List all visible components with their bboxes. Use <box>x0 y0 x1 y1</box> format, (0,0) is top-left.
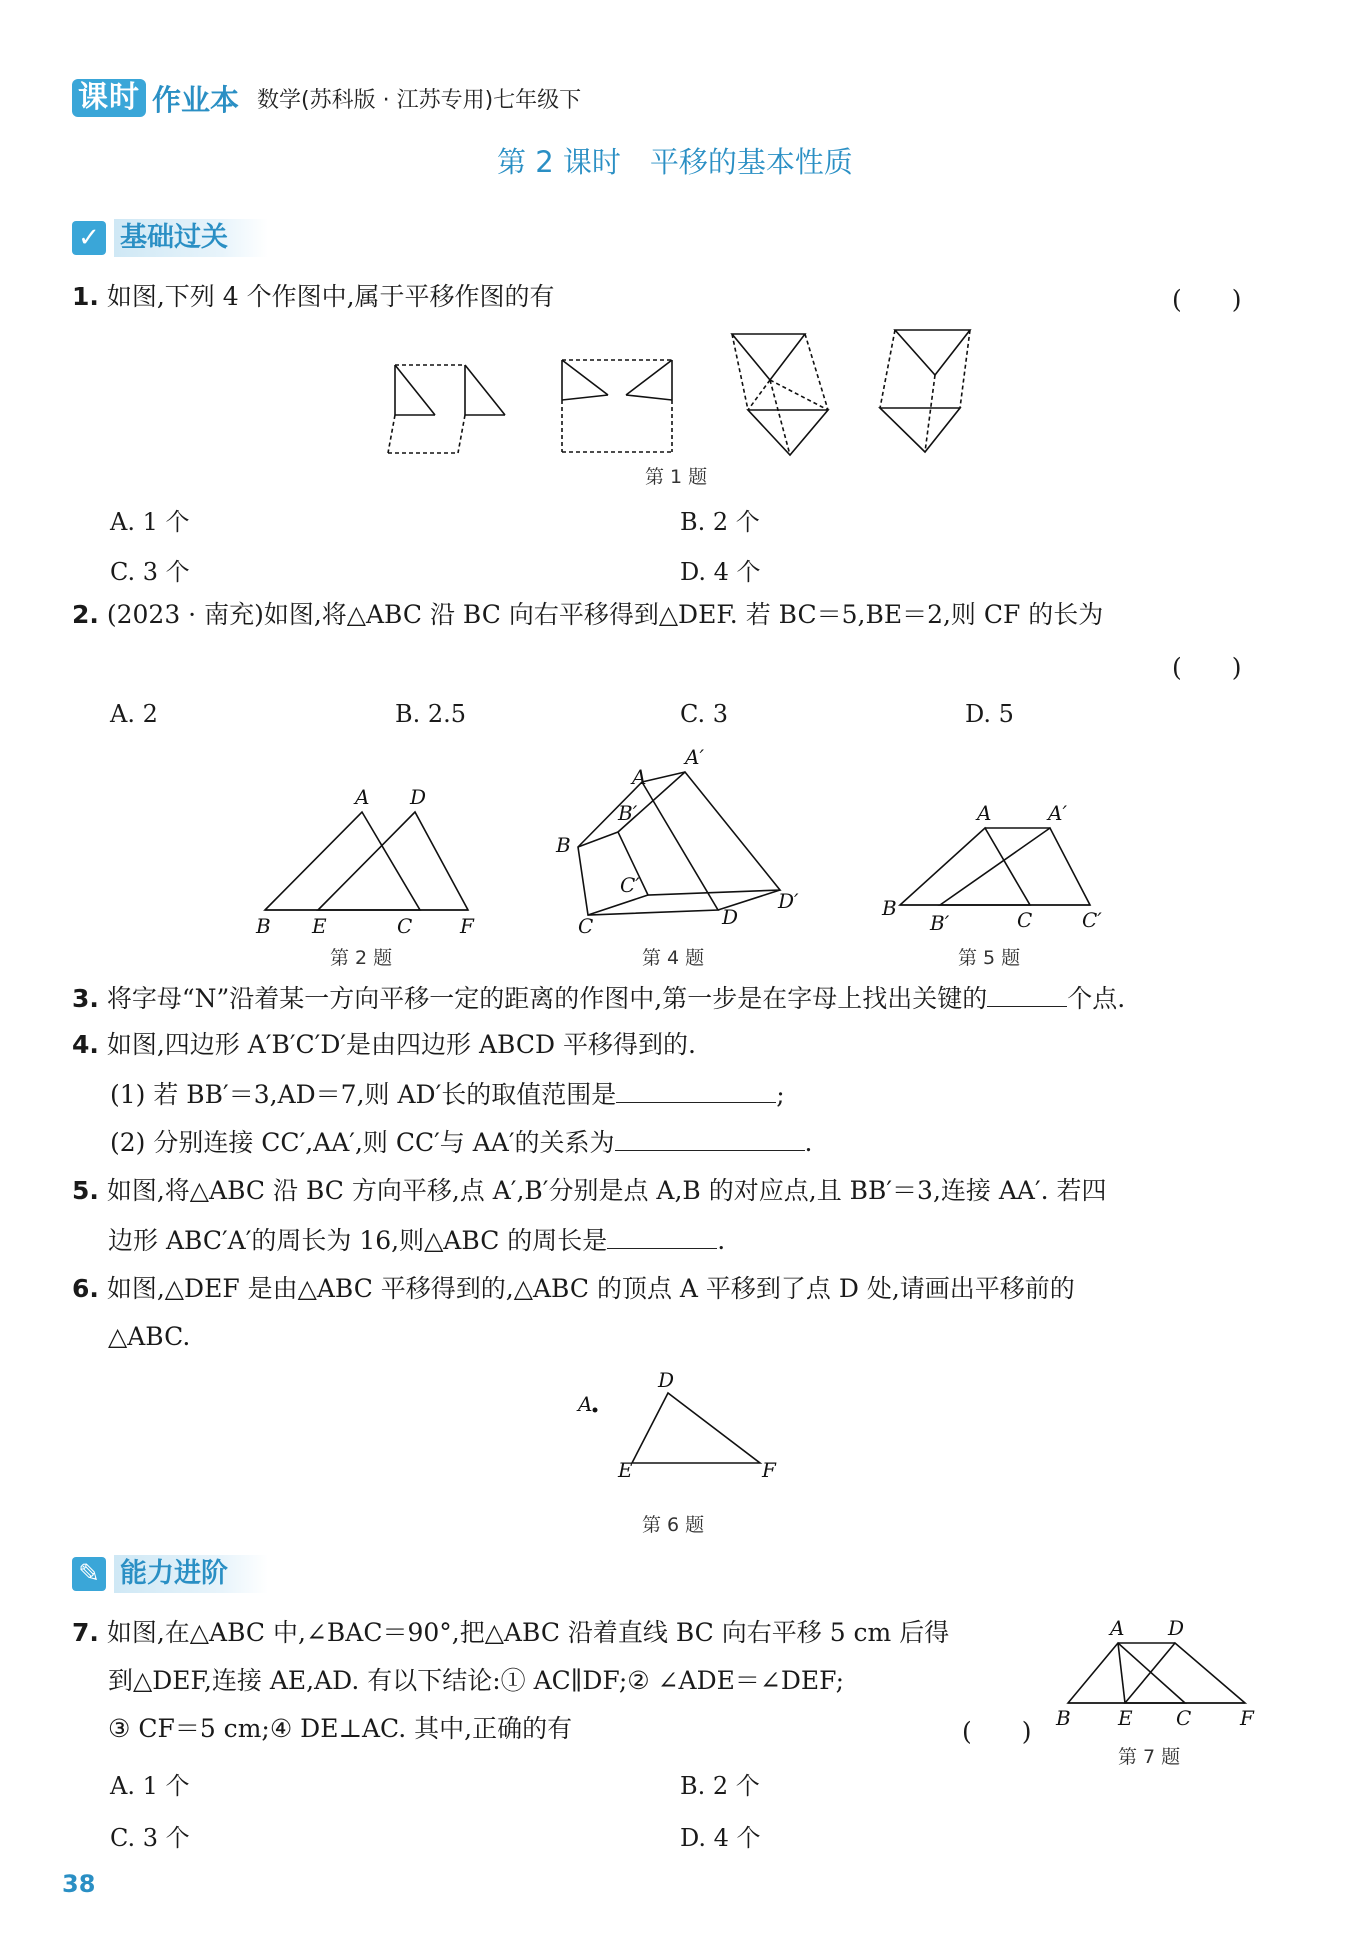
q1-fig-d <box>880 330 970 452</box>
checkbox-icon: ✓ <box>72 221 106 255</box>
fig5-caption: 第 5 题 <box>958 947 1021 969</box>
q5-text-end: . <box>717 1226 726 1255</box>
fig2-label-a: A <box>355 785 370 809</box>
q2-stem <box>72 598 1103 632</box>
q4-sub1 <box>110 1076 785 1112</box>
lesson-title: 第 2 课时 平移的基本性质 <box>497 145 853 179</box>
fig2-caption: 第 2 题 <box>330 947 393 969</box>
fig4-label-a: A <box>632 765 647 789</box>
q4-sub2 <box>110 1124 812 1160</box>
q7-label-a: A <box>1110 1616 1125 1640</box>
q6-label-e: E <box>618 1458 633 1482</box>
q6-label-d: D <box>658 1368 675 1392</box>
fig4-label-c: C <box>578 914 594 938</box>
logo: 课时 <box>72 79 146 117</box>
header-brand <box>72 78 581 118</box>
q7-label-c: C <box>1176 1706 1192 1730</box>
fig5-label-c: C <box>1017 908 1033 932</box>
q6-number: 6. <box>72 1274 99 1303</box>
fig5-label-a: A <box>977 801 992 825</box>
q7-label-b: B <box>1056 1706 1071 1730</box>
pencil-icon: ✎ <box>72 1557 106 1591</box>
q7-number: 7. <box>72 1618 99 1647</box>
q5-blank[interactable] <box>607 1222 717 1249</box>
q7-figure <box>1050 1615 1265 1735</box>
section-basic <box>72 218 268 258</box>
q6-label-f: F <box>762 1458 776 1482</box>
fig5-label-a1: A′ <box>1048 801 1067 825</box>
q6-figure <box>570 1365 800 1485</box>
q5-text-2: 边形 ABC′A′的周长为 16,则△ABC 的周长是 <box>108 1226 608 1255</box>
q4-sub1-text: (1) 若 BB′＝3,AD＝7,则 AD′长的取值范围是 <box>110 1080 617 1109</box>
section-advanced-label: 能力进阶 <box>114 1555 268 1593</box>
q1-fig-b <box>562 360 672 452</box>
q2-answer-paren: ( ) <box>1172 653 1242 682</box>
page-number: 38 <box>62 1870 96 1898</box>
section-advanced <box>72 1554 268 1594</box>
q6-label-a: A <box>578 1392 593 1416</box>
q6-caption: 第 6 题 <box>642 1514 705 1536</box>
fig2-label-d: D <box>410 785 427 809</box>
q7-label-f: F <box>1240 1706 1254 1730</box>
fig2-label-b: B <box>256 914 271 938</box>
fig4-label-b1: B′ <box>618 801 638 825</box>
q7-text-1: 如图,在△ABC 中,∠BAC＝90°,把△ABC 沿着直线 BC 向右平移 5 cm 后得 <box>106 1618 950 1647</box>
q1-option-c: C. 3 个 <box>110 558 190 586</box>
q2-option-c: C. 3 <box>680 700 729 728</box>
q4-stem <box>72 1028 696 1062</box>
q7-line2: 到△DEF,连接 AE,AD. 有以下结论:① AC∥DF;② ∠ADE＝∠DEF; <box>108 1666 845 1695</box>
section-basic-label: 基础过关 <box>114 219 268 257</box>
fig2-label-c: C <box>397 914 413 938</box>
q2-number: 2. <box>72 600 99 629</box>
fig5-label-b1: B′ <box>930 911 950 935</box>
q2-text: (2023 · 南充)如图,将△ABC 沿 BC 向右平移得到△DEF. 若 BC＝5,BE＝2,则 CF 的长为 <box>106 600 1104 629</box>
q6-line2: △ABC. <box>108 1322 191 1351</box>
q7-option-b: B. 2 个 <box>680 1772 760 1800</box>
fig4-label-d: D <box>722 905 739 929</box>
q1-option-a: A. 1 个 <box>110 508 190 536</box>
q3-text-end: 个点. <box>1067 984 1126 1013</box>
fig4-label-a1: A′ <box>685 745 704 769</box>
fig4-label-d1: D′ <box>778 889 799 913</box>
q7-option-c: C. 3 个 <box>110 1824 190 1852</box>
fig2-triangle-def <box>318 812 468 910</box>
q7-line1 <box>72 1616 949 1650</box>
q3-blank[interactable] <box>987 980 1067 1007</box>
q1-fig-c <box>732 334 828 455</box>
figures-row <box>240 740 1120 940</box>
q1-caption: 第 1 题 <box>645 466 708 488</box>
q4-sub2-text: (2) 分别连接 CC′,AA′,则 CC′与 AA′的关系为 <box>110 1128 615 1157</box>
q4-sub2-end: . <box>804 1128 813 1157</box>
q1-number: 1. <box>72 282 99 311</box>
brand-name: 作业本 <box>152 82 240 117</box>
q7-triangle-def <box>1125 1643 1245 1703</box>
q1-option-b: B. 2 个 <box>680 508 760 536</box>
q4-sub2-blank[interactable] <box>615 1124 805 1151</box>
q5-number: 5. <box>72 1176 99 1205</box>
fig2-label-e: E <box>312 914 327 938</box>
q4-text: 如图,四边形 A′B′C′D′是由四边形 ABCD 平移得到的. <box>106 1030 696 1059</box>
q7-label-d: D <box>1168 1616 1185 1640</box>
q7-option-a: A. 1 个 <box>110 1772 190 1800</box>
book-subtitle: 数学(苏科版 · 江苏专用)七年级下 <box>257 87 582 113</box>
q6-triangle-def <box>632 1393 760 1463</box>
q4-sub1-end: ; <box>776 1080 785 1109</box>
q7-label-e: E <box>1118 1706 1133 1730</box>
q3-stem <box>72 980 1125 1016</box>
q6-line1 <box>72 1272 1075 1306</box>
q4-number: 4. <box>72 1030 99 1059</box>
q6-text-1: 如图,△DEF 是由△ABC 平移得到的,△ABC 的顶点 A 平移到了点 D 处,请画出平移前的 <box>106 1274 1075 1303</box>
fig5-label-c1: C′ <box>1082 908 1102 932</box>
q5-line1 <box>72 1174 1107 1208</box>
fig5-label-b: B <box>882 896 897 920</box>
q6-point-a <box>593 1408 598 1413</box>
fig2-label-f: F <box>460 914 474 938</box>
q2-option-a: A. 2 <box>110 700 158 728</box>
fig4-caption: 第 4 题 <box>642 947 705 969</box>
q1-fig-a <box>388 365 505 453</box>
q3-text: 将字母“N”沿着某一方向平移一定的距离的作图中,第一步是在字母上找出关键的 <box>106 984 988 1013</box>
q7-option-d: D. 4 个 <box>680 1824 761 1852</box>
q7-caption: 第 7 题 <box>1118 1746 1181 1768</box>
fig4-label-b: B <box>556 833 571 857</box>
q7-answer-paren: ( ) <box>962 1717 1032 1746</box>
fig5-triangle-abc <box>900 828 1030 905</box>
q1-option-d: D. 4 个 <box>680 558 761 586</box>
q2-option-d: D. 5 <box>965 700 1014 728</box>
q4-sub1-blank[interactable] <box>616 1076 776 1103</box>
q5-text-1: 如图,将△ABC 沿 BC 方向平移,点 A′,B′分别是点 A,B 的对应点,且 BB′＝3,连接 AA′. 若四 <box>106 1176 1107 1205</box>
q2-option-b: B. 2.5 <box>395 700 467 728</box>
q5-line2 <box>108 1222 725 1258</box>
fig4-label-c1: C′ <box>620 873 640 897</box>
q1-stem <box>72 280 555 314</box>
fig2-triangle-abc <box>265 812 420 910</box>
q3-number: 3. <box>72 984 99 1013</box>
q1-figures <box>370 320 990 470</box>
q7-line3: ③ CF＝5 cm;④ DE⊥AC. 其中,正确的有 <box>108 1714 573 1743</box>
q1-text: 如图,下列 4 个作图中,属于平移作图的有 <box>106 282 555 311</box>
q1-answer-paren: ( ) <box>1172 285 1242 314</box>
